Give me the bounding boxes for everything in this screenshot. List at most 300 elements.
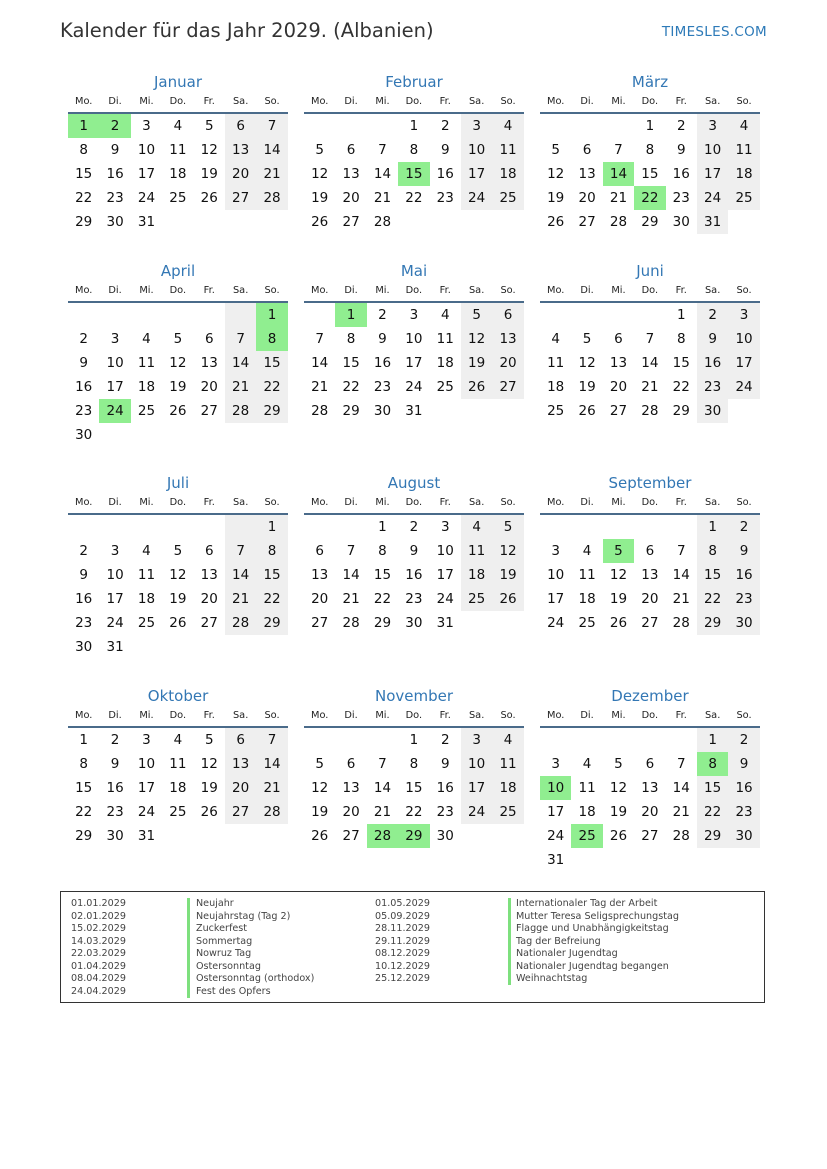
day-cell: 15 [373,567,392,583]
weekday-header [540,92,760,114]
day-cell: 15 [256,351,287,375]
weekday-header [304,92,524,114]
empty-day-cell [194,824,225,848]
day-cell: 2 [79,331,88,347]
weekday-label: Do. [169,497,187,508]
day-grid [540,515,760,635]
day-cell: 20 [641,804,659,820]
weekday-header [304,493,524,515]
day-cell: 6 [204,331,214,347]
day-cell: 3 [461,114,492,138]
empty-day-cell [256,423,287,447]
day-cell: 22 [405,190,423,206]
empty-day-cell [194,210,225,234]
day-cell: 5 [614,756,623,772]
day-cell: 23 [436,804,454,820]
weekday-label: Mi. [139,96,154,107]
day-cell: 7 [676,756,686,772]
day-cell: 3 [440,519,450,535]
day-cell: 1 [645,118,655,134]
empty-day-cell [99,515,130,539]
day-cell: 17 [405,355,423,371]
legend-entry: Zuckerfest [196,923,248,934]
day-cell: 29 [697,611,728,635]
day-cell: 17 [137,780,156,796]
day-cell: 23 [697,375,728,399]
month-10 [68,686,288,848]
day-cell: 8 [256,539,287,563]
day-cell: 17 [461,776,492,800]
legend-entry: Flagge und Unabhängigkeitstag [516,923,669,934]
day-cell: 21 [311,379,329,395]
day-cell: 28 [342,615,360,631]
day-cell: 2 [378,307,387,323]
day-cell: 31 [405,403,423,419]
day-cell: 8 [697,752,728,776]
day-cell: 20 [609,379,628,395]
day-grid [304,303,524,423]
day-cell: 17 [728,351,759,375]
weekday-label: So. [736,710,752,721]
month-name: November [374,687,454,705]
legend-entry: Nationaler Jugendtag [516,948,618,959]
day-cell: 5 [204,118,214,134]
day-cell: 20 [200,379,218,395]
weekday-label: Do. [641,710,659,721]
day-cell: 10 [436,543,454,559]
day-cell: 17 [436,567,454,583]
month-8 [304,473,524,635]
day-cell: 8 [697,539,728,563]
empty-day-cell [99,303,130,327]
empty-day-cell [162,303,193,327]
day-cell: 22 [256,587,287,611]
day-cell: 8 [79,142,88,158]
day-cell: 30 [672,214,690,230]
day-cell: 29 [398,824,429,848]
day-cell: 18 [492,162,523,186]
day-cell: 15 [697,563,728,587]
month-9 [540,473,760,635]
day-cell: 13 [225,138,256,162]
empty-day-cell [256,635,287,659]
weekday-label: So. [736,497,752,508]
day-grid [540,728,760,872]
day-cell: 24 [436,591,454,607]
weekday-label: Sa. [704,285,721,296]
day-cell: 10 [405,331,423,347]
legend-entry: 01.04.2029 [71,960,126,972]
empty-day-cell [68,515,99,539]
day-cell: 13 [200,567,218,583]
empty-day-cell [540,515,571,539]
weekday-label: Sa. [232,710,249,721]
day-cell: 5 [582,331,592,347]
day-cell: 1 [697,515,728,539]
day-cell: 9 [440,756,450,772]
legend-entry: Internationaler Tag der Arbeit [516,898,658,909]
day-cell: 23 [728,800,759,824]
empty-day-cell [666,848,697,872]
day-cell: 26 [200,804,218,820]
legend-entry: Tag der Befreiung [516,935,601,947]
month-2 [304,72,524,234]
day-cell: 5 [461,303,492,327]
day-cell: 21 [373,190,392,206]
empty-day-cell [225,824,256,848]
day-cell: 4 [728,114,759,138]
weekday-label: Sa. [468,285,485,296]
day-cell: 26 [578,403,596,419]
empty-day-cell [398,210,429,234]
day-cell: 4 [440,307,450,323]
month-1 [68,72,288,234]
day-cell: 26 [609,828,628,844]
empty-day-cell [194,635,225,659]
day-cell: 5 [204,732,214,748]
month-6 [540,261,760,423]
empty-day-cell [335,515,366,539]
day-cell: 17 [461,162,492,186]
day-cell: 28 [256,800,287,824]
weekday-label: Do. [405,285,423,296]
day-cell: 23 [75,403,93,419]
day-cell: 10 [461,138,492,162]
legend-names-right [516,898,679,986]
day-cell: 7 [346,543,356,559]
day-cell: 13 [225,752,256,776]
day-cell: 16 [436,780,454,796]
day-cell: 21 [373,804,392,820]
day-cell: 1 [68,114,99,138]
weekday-label: Mo. [547,96,565,107]
legend-marker-left [187,898,190,998]
empty-day-cell [571,728,602,752]
day-cell: 6 [204,543,214,559]
day-cell: 14 [225,563,256,587]
day-cell: 25 [492,800,523,824]
weekday-label: So. [500,285,516,296]
weekday-label: Fr. [675,285,687,296]
weekday-label: So. [500,497,516,508]
empty-day-cell [666,515,697,539]
weekday-header [304,281,524,303]
day-cell: 20 [492,351,523,375]
day-cell: 26 [169,615,187,631]
legend-entry: Nowruz Tag [196,948,252,959]
empty-day-cell [162,423,193,447]
day-cell: 11 [728,138,759,162]
day-cell: 7 [645,331,655,347]
day-cell: 12 [169,567,187,583]
day-cell: 27 [609,403,628,419]
day-cell: 10 [547,567,565,583]
empty-day-cell [461,399,492,423]
day-cell: 18 [578,591,596,607]
weekday-label: Mo. [311,285,329,296]
weekday-label: Do. [641,285,659,296]
weekday-label: Fr. [203,285,215,296]
day-cell: 4 [582,543,592,559]
day-cell: 15 [405,780,423,796]
day-cell: 25 [461,587,492,611]
day-cell: 10 [106,355,124,371]
weekday-label: Sa. [232,96,249,107]
day-cell: 5 [173,543,183,559]
weekday-label: Mi. [139,710,154,721]
day-cell: 6 [346,756,356,772]
empty-day-cell [335,728,366,752]
empty-day-cell [603,728,634,752]
weekday-label: Sa. [704,497,721,508]
day-cell: 18 [169,780,187,796]
day-cell: 12 [492,539,523,563]
day-cell: 12 [169,355,187,371]
day-cell: 25 [137,403,156,419]
weekday-label: Sa. [468,497,485,508]
empty-day-cell [540,114,571,138]
day-cell: 17 [547,591,565,607]
month-name: August [387,474,441,492]
day-cell: 14 [603,162,634,186]
day-cell: 27 [641,828,659,844]
legend-entry: 08.04.2029 [71,973,126,984]
day-cell: 28 [256,186,287,210]
day-cell: 2 [697,303,728,327]
day-cell: 22 [672,379,690,395]
day-cell: 20 [342,804,360,820]
weekday-label: Do. [405,96,423,107]
day-cell: 17 [697,162,728,186]
legend-entry: Neujahrstag (Tag 2) [196,910,291,922]
day-cell: 4 [142,543,151,559]
day-cell: 3 [551,756,560,772]
empty-day-cell [461,611,492,635]
empty-day-cell [68,303,99,327]
day-cell: 26 [609,615,628,631]
legend-entry: 25.12.2029 [375,973,430,984]
weekday-label: Do. [641,497,659,508]
empty-day-cell [225,423,256,447]
empty-day-cell [367,728,398,752]
day-cell: 1 [378,519,387,535]
weekday-label: Di. [580,497,594,508]
weekday-label: Di. [344,285,358,296]
month-name: Dezember [611,687,689,705]
day-cell: 11 [137,355,156,371]
legend-entry: Nationaler Jugendtag begangen [516,960,669,972]
day-cell: 10 [137,756,156,772]
legend-entry: 02.01.2029 [71,910,126,922]
month-name: Mai [400,262,428,280]
empty-day-cell [492,399,523,423]
empty-day-cell [194,515,225,539]
day-cell: 23 [373,379,392,395]
day-cell: 25 [436,379,454,395]
day-cell: 4 [461,515,492,539]
day-grid [304,114,524,234]
day-cell: 21 [641,379,659,395]
month-name: September [608,474,692,492]
day-cell: 12 [200,756,218,772]
day-cell: 2 [728,728,759,752]
weekday-header [68,281,288,303]
weekday-label: Mo. [547,710,565,721]
day-cell: 31 [547,852,565,868]
weekday-header [540,281,760,303]
day-cell: 19 [609,804,628,820]
weekday-label: So. [264,710,280,721]
weekday-label: Di. [108,285,122,296]
day-cell: 25 [571,824,602,848]
day-cell: 28 [672,828,690,844]
day-cell: 14 [373,780,392,796]
weekday-label: Mo. [75,710,93,721]
weekday-label: Sa. [468,710,485,721]
day-cell: 8 [409,142,419,158]
day-cell: 1 [256,303,287,327]
day-cell: 26 [311,828,329,844]
empty-day-cell [194,423,225,447]
month-4 [68,261,288,447]
day-cell: 29 [641,214,659,230]
day-cell: 23 [106,190,124,206]
day-cell: 13 [342,166,360,182]
day-cell: 11 [492,752,523,776]
day-cell: 13 [342,780,360,796]
weekday-label: Mi. [611,285,626,296]
empty-day-cell [571,114,602,138]
day-cell: 27 [342,828,360,844]
weekday-label: Sa. [468,96,485,107]
day-cell: 11 [547,355,565,371]
day-cell: 6 [645,543,655,559]
day-cell: 28 [367,824,398,848]
empty-day-cell [728,399,759,423]
day-cell: 15 [398,162,429,186]
day-cell: 18 [436,355,454,371]
day-cell: 27 [225,800,256,824]
day-cell: 6 [225,114,256,138]
day-grid [68,303,288,447]
empty-day-cell [304,515,335,539]
empty-day-cell [256,824,287,848]
empty-day-cell [131,635,162,659]
day-cell: 16 [106,166,124,182]
day-grid [68,515,288,659]
weekday-label: Sa. [232,285,249,296]
day-cell: 8 [645,142,655,158]
day-cell: 7 [614,142,623,158]
day-cell: 2 [110,732,120,748]
empty-day-cell [492,824,523,848]
empty-day-cell [225,210,256,234]
empty-day-cell [304,114,335,138]
empty-day-cell [131,303,162,327]
legend-entry: 28.11.2029 [375,923,430,934]
day-cell: 15 [256,563,287,587]
day-cell: 2 [728,515,759,539]
weekday-label: Mo. [311,497,329,508]
day-cell: 2 [409,519,419,535]
day-cell: 7 [378,142,387,158]
day-cell: 16 [728,563,759,587]
day-cell: 25 [169,804,187,820]
day-cell: 16 [75,591,93,607]
weekday-label: Di. [344,710,358,721]
day-cell: 10 [137,142,156,158]
day-cell: 7 [315,331,324,347]
brand-link[interactable]: TIMESLES.COM [661,24,767,40]
day-cell: 31 [697,210,728,234]
month-name: Juli [166,474,190,492]
day-cell: 27 [342,214,360,230]
empty-day-cell [634,303,665,327]
day-cell: 24 [697,186,728,210]
day-cell: 21 [672,591,690,607]
day-cell: 12 [609,567,628,583]
day-cell: 19 [609,591,628,607]
day-cell: 14 [641,355,659,371]
day-cell: 28 [641,403,659,419]
day-cell: 26 [169,403,187,419]
day-cell: 3 [551,543,560,559]
legend-entry: 14.03.2029 [71,935,126,947]
day-cell: 30 [106,828,124,844]
day-cell: 12 [547,166,565,182]
day-cell: 1 [409,118,419,134]
day-cell: 10 [728,327,759,351]
weekday-label: Fr. [675,497,687,508]
day-cell: 27 [200,403,218,419]
weekday-label: Mi. [375,96,390,107]
day-cell: 24 [137,190,156,206]
legend-entry: 29.11.2029 [375,935,430,947]
day-cell: 19 [547,190,565,206]
day-cell: 12 [609,780,628,796]
day-cell: 22 [75,190,93,206]
day-cell: 9 [110,756,120,772]
month-name: Oktober [147,687,209,705]
weekday-label: Mo. [547,497,565,508]
day-cell: 9 [79,567,88,583]
day-cell: 24 [405,379,423,395]
day-cell: 4 [582,756,592,772]
weekday-label: Fr. [675,96,687,107]
day-cell: 16 [436,166,454,182]
weekday-label: Do. [405,497,423,508]
empty-day-cell [131,515,162,539]
day-cell: 9 [378,331,387,347]
weekday-label: Do. [169,96,187,107]
day-cell: 28 [373,214,392,230]
weekday-header [68,92,288,114]
weekday-label: So. [264,497,280,508]
legend-entry: Sommertag [196,935,253,947]
day-cell: 22 [75,804,93,820]
day-cell: 1 [256,515,287,539]
day-cell: 16 [106,780,124,796]
day-cell: 29 [256,611,287,635]
weekday-label: Mi. [611,96,626,107]
day-cell: 6 [582,142,592,158]
day-cell: 28 [609,214,628,230]
day-cell: 11 [169,142,187,158]
day-cell: 30 [75,427,93,443]
weekday-header [68,493,288,515]
day-cell: 21 [225,375,256,399]
day-cell: 6 [614,331,623,347]
